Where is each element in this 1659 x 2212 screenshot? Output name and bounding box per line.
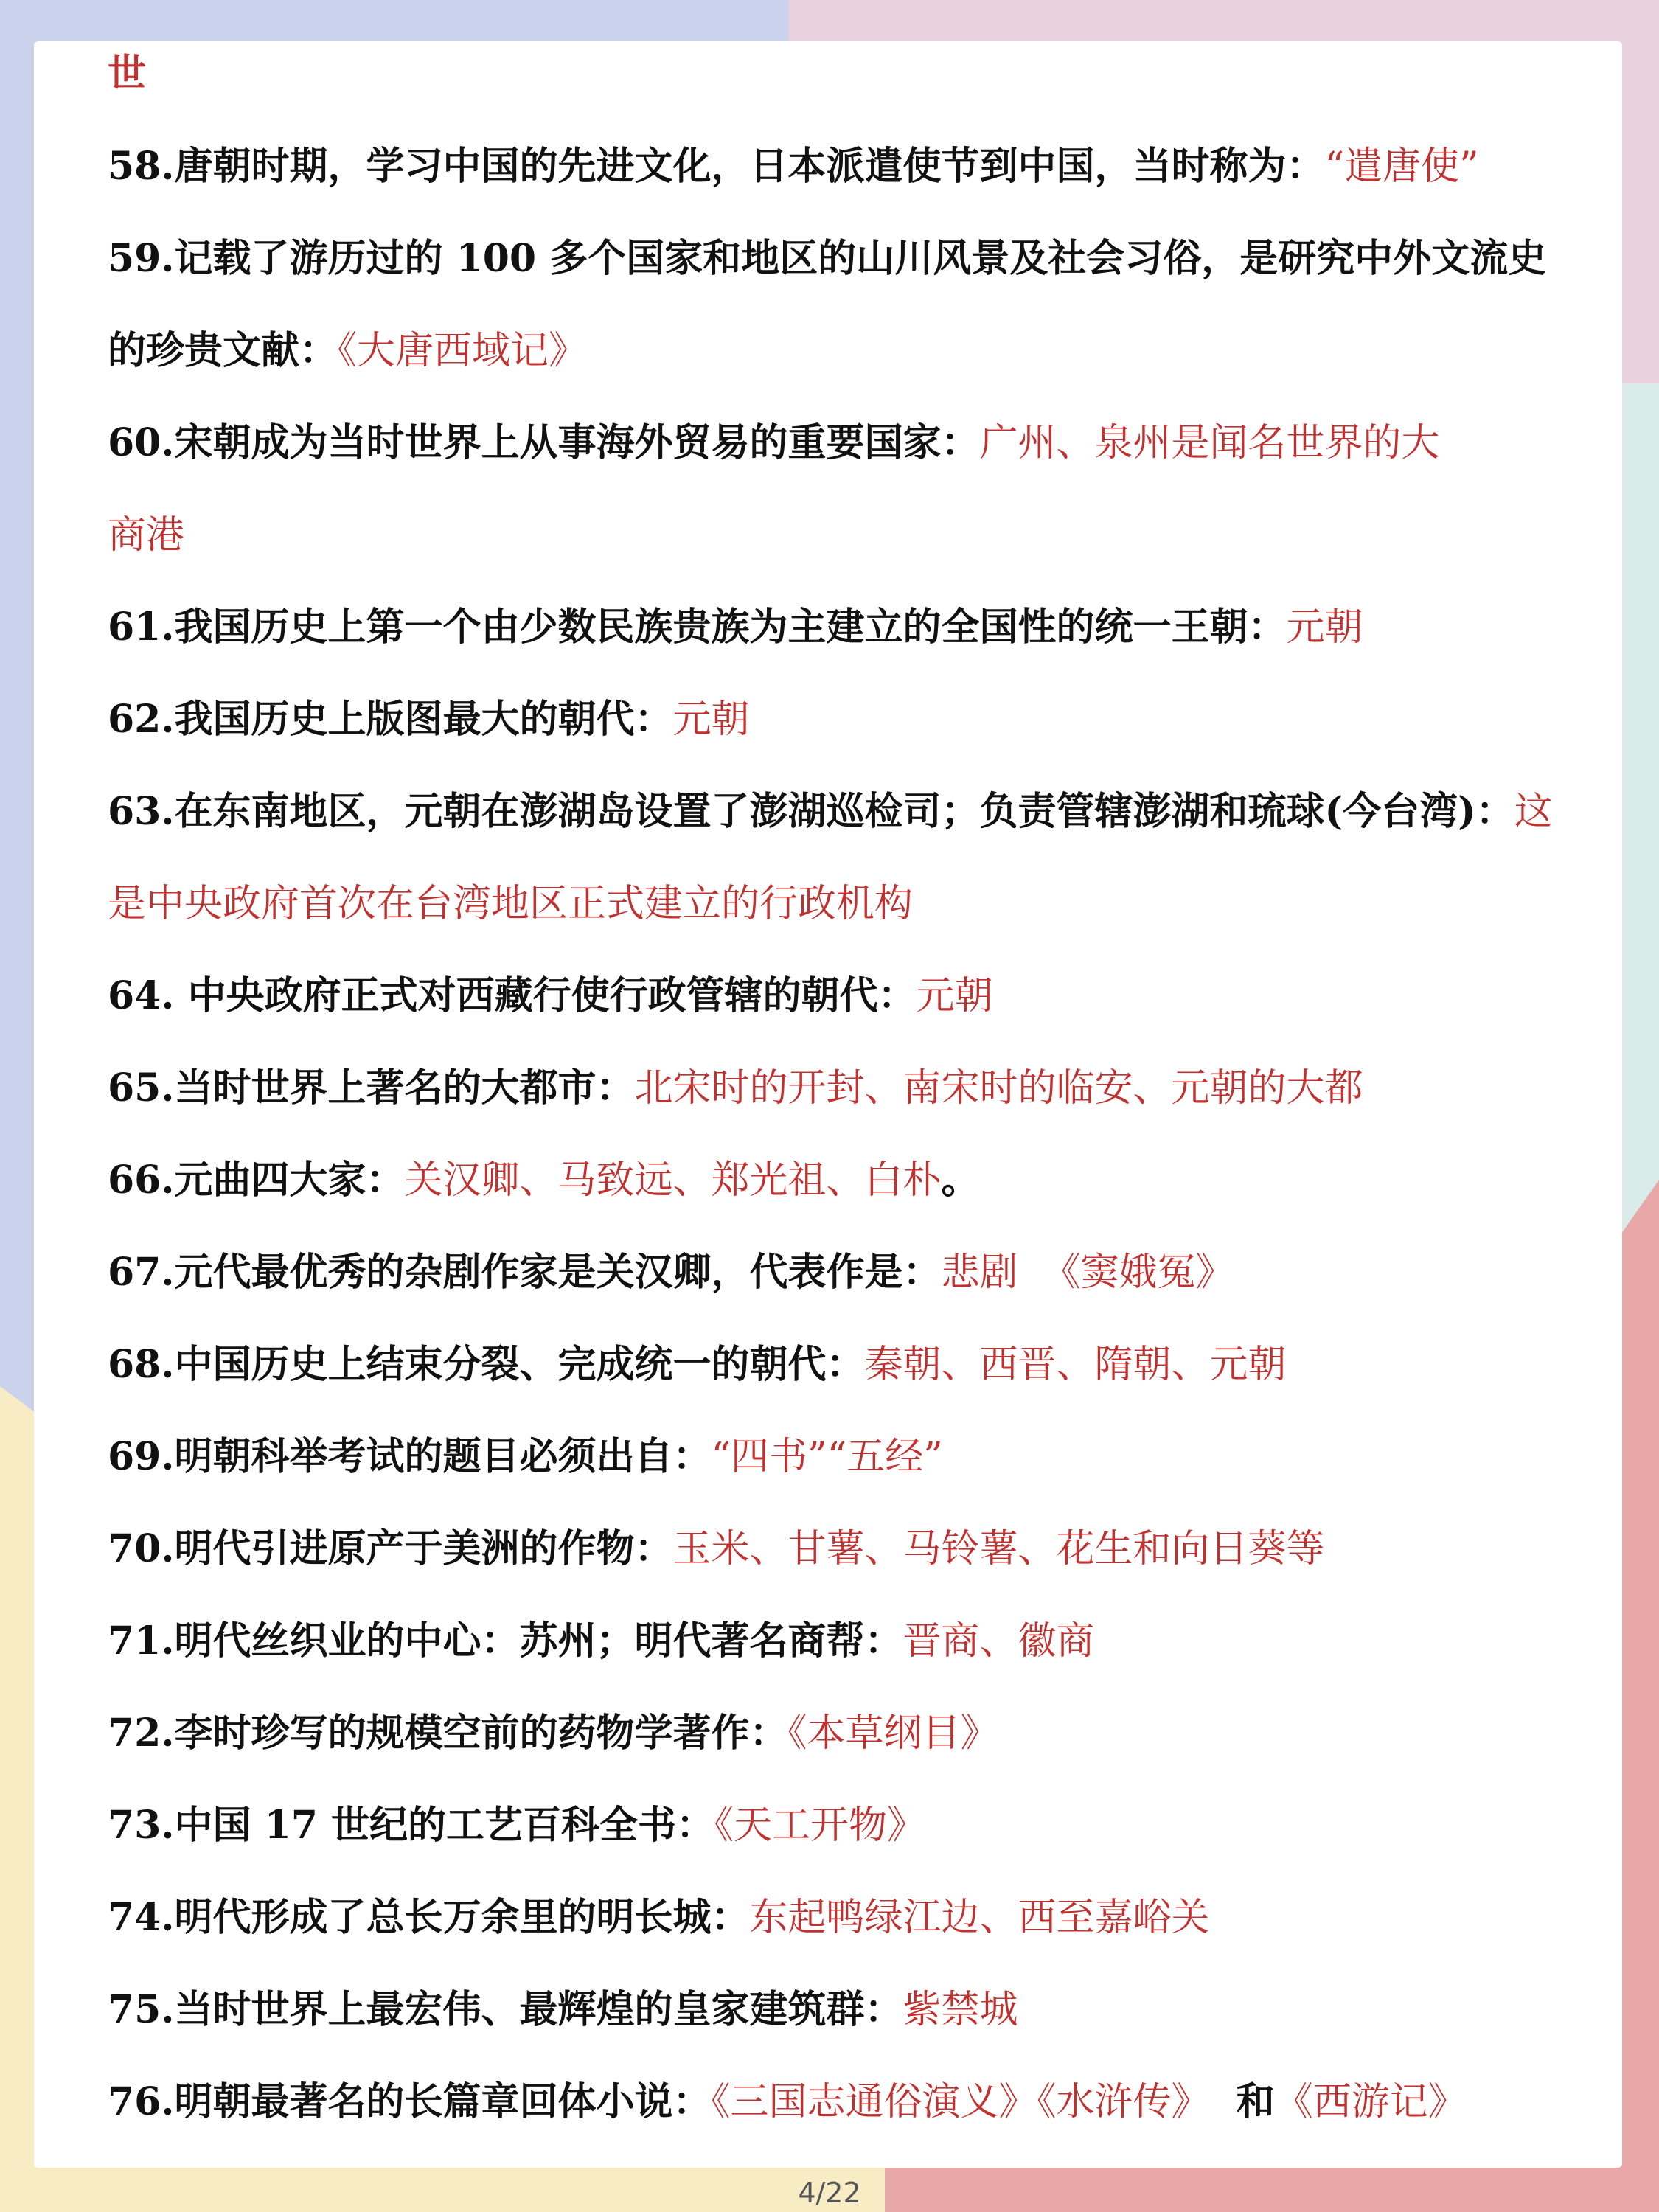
text-line: 66.元曲四大家：关汉卿、马致远、郑光祖、白朴。 [108,1158,980,1203]
text-line: 68.中国历史上结束分裂、完成统一的朝代：秦朝、西晋、隋朝、元朝 [108,1342,1287,1387]
text-line: 的珍贵文献：《大唐西域记》 [108,328,588,373]
text-line: 商港 [108,513,185,557]
document-page [34,41,1622,2168]
text-line: 58.唐朝时期，学习中国的先进文化，日本派遣使节到中国，当时称为：“遣唐使” [108,144,1479,189]
text-line: 是中央政府首次在台湾地区正式建立的行政机构 [108,882,914,926]
text-line: 75.当时世界上最宏伟、最辉煌的皇家建筑群：紫禁城 [108,1987,1018,2032]
text-line: 61.我国历史上第一个由少数民族贵族为主建立的全国性的统一王朝：元朝 [108,605,1363,650]
text-line: 67.元代最优秀的杂剧作家是关汉卿，代表作是：悲剧 《窦娥冤》 [108,1250,1234,1295]
text-line: 76.明朝最著名的长篇章回体小说：《三国志通俗演义》《水浒传》 和《西游记》 [108,2079,1467,2124]
text-line: 70.明代引进原产于美洲的作物：玉米、甘薯、马铃薯、花生和向日葵等 [108,1526,1325,1571]
text-line: 64. 中央政府正式对西藏行使行政管辖的朝代：元朝 [108,973,993,1018]
text-line: 63.在东南地区，元朝在澎湖岛设置了澎湖巡检司；负责管辖澎湖和琉球(今台湾)：这 [108,789,1553,834]
text-line: 59.记载了游历过的 100 多个国家和地区的山川风景及社会习俗，是研究中外文流史 [108,236,1547,281]
text-line: 世 [108,51,147,96]
text-line: 65.当时世界上著名的大都市：北宋时的开封、南宋时的临安、元朝的大都 [108,1065,1363,1110]
text-line: 62.我国历史上版图最大的朝代：元朝 [108,697,750,742]
page-number: 4/22 [798,2177,861,2209]
text-line: 72.李时珍写的规模空前的药物学著作：《本草纲目》 [108,1711,999,1756]
text-line: 74.明代形成了总长万余里的明长城：东起鸭绿江边、西至嘉峪关 [108,1895,1210,1940]
text-line: 73.中国 17 世纪的工艺百科全书：《天工开物》 [108,1803,926,1848]
text-line: 71.明代丝织业的中心：苏州；明代著名商帮：晋商、徽商 [108,1618,1095,1663]
text-line: 69.明朝科举考试的题目必须出自：“四书”“五经” [108,1434,943,1479]
text-line: 60.宋朝成为当时世界上从事海外贸易的重要国家：广州、泉州是闻名世界的大 [108,420,1440,465]
